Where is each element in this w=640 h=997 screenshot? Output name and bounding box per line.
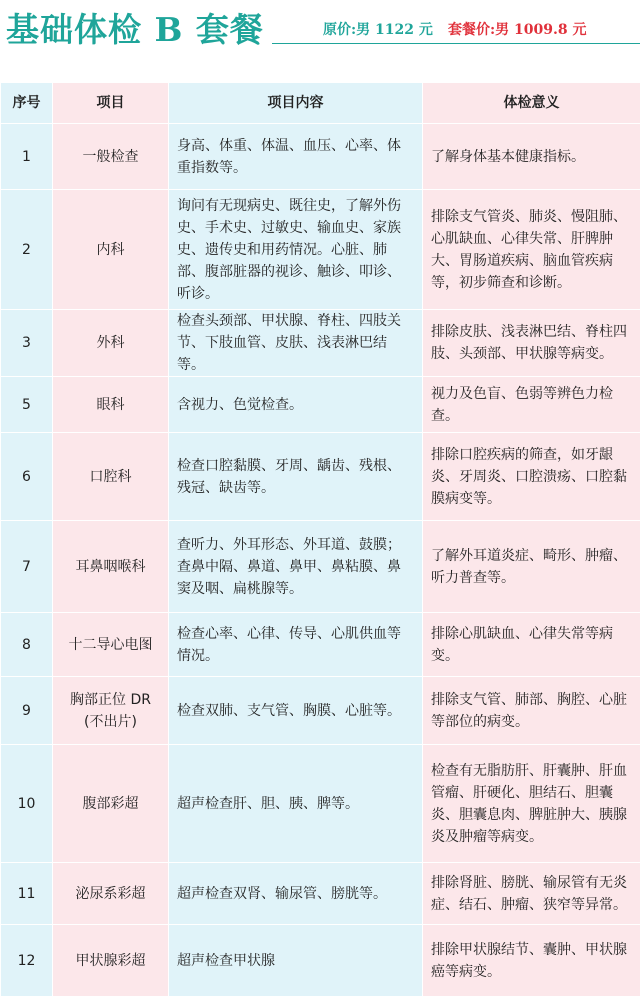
row-number: 12: [1, 925, 53, 997]
table-row: [1, 925, 640, 997]
row-number: 6: [1, 433, 53, 521]
row-content: 查听力、外耳形态、外耳道、鼓膜；查鼻中隔、鼻道、鼻甲、鼻粘膜、鼻窦及咽、扁桃腺等。: [169, 521, 423, 613]
row-content: 检查口腔黏膜、牙周、龋齿、残根、残冠、缺齿等。: [169, 433, 423, 521]
package-price: 套餐价:男 1009.8 元: [448, 19, 587, 39]
row-meaning: 排除心肌缺血、心律失常等病变。: [423, 613, 640, 677]
table-row: [1, 613, 640, 677]
col-header-number: 序号: [1, 83, 53, 124]
row-content: 检查心率、心律、传导、心肌供血等情况。: [169, 613, 423, 677]
col-header-content: 项目内容: [169, 83, 423, 124]
row-number: 7: [1, 521, 53, 613]
row-meaning: 排除皮肤、浅表淋巴结、脊柱四肢、头颈部、甲状腺等病变。: [423, 310, 640, 377]
row-number: 2: [1, 190, 53, 310]
table-row: [1, 745, 640, 863]
table-row: [1, 310, 640, 377]
row-content: 超声检查双肾、输尿管、膀胱等。: [169, 863, 423, 925]
row-number: 10: [1, 745, 53, 863]
row-content: 超声检查甲状腺: [169, 925, 423, 997]
table-row: [1, 863, 640, 925]
row-number: 5: [1, 377, 53, 433]
row-item: 甲状腺彩超: [53, 925, 169, 997]
row-item: 内科: [53, 190, 169, 310]
row-meaning: 视力及色盲、色弱等辨色力检查。: [423, 377, 640, 433]
row-content: 检查头颈部、甲状腺、脊柱、四肢关节、下肢血管、皮肤、浅表淋巴结等。: [169, 310, 423, 377]
row-item: 眼科: [53, 377, 169, 433]
row-number: 11: [1, 863, 53, 925]
row-item: 胸部正位 DR (不出片): [53, 677, 169, 745]
row-number: 3: [1, 310, 53, 377]
row-meaning: 排除支气管炎、肺炎、慢阻肺、心肌缺血、心律失常、肝脾肿大、胃肠道疾病、脑血管疾病等，初步筛查和诊断。: [423, 190, 640, 310]
row-meaning: 了解外耳道炎症、畸形、肿瘤、听力普查等。: [423, 521, 640, 613]
row-meaning: 了解身体基本健康指标。: [423, 124, 640, 190]
row-item: 一般检查: [53, 124, 169, 190]
row-content: 询问有无现病史、既往史，了解外伤史、手术史、过敏史、输血史、家族史、遗传史和用药情况。心脏、肺部、腹部脏器的视诊、触诊、叩诊、听诊。: [169, 190, 423, 310]
row-item: 耳鼻咽喉科: [53, 521, 169, 613]
row-item: 泌尿系彩超: [53, 863, 169, 925]
row-meaning: 排除甲状腺结节、囊肿、甲状腺癌等病变。: [423, 925, 640, 997]
table-row: [1, 190, 640, 310]
row-item: 腹部彩超: [53, 745, 169, 863]
row-meaning: 排除口腔疾病的筛查，如牙龈炎、牙周炎、口腔溃疡、口腔黏膜病变等。: [423, 433, 640, 521]
row-content: 含视力、色觉检查。: [169, 377, 423, 433]
row-meaning: 检查有无脂肪肝、肝囊肿、肝血管瘤、肝硬化、胆结石、胆囊炎、胆囊息肉、脾脏肿大、胰腺炎及肿瘤等病变。: [423, 745, 640, 863]
row-item: 外科: [53, 310, 169, 377]
package-title: 基础体检 B 套餐: [6, 4, 264, 51]
row-meaning: 排除肾脏、膀胱、输尿管有无炎症、结石、肿瘤、狭窄等异常。: [423, 863, 640, 925]
title-underline: [272, 43, 640, 44]
col-header-item: 项目: [53, 83, 169, 124]
col-header-meaning: 体检意义: [423, 83, 640, 124]
table-row: [1, 377, 640, 433]
row-number: 9: [1, 677, 53, 745]
row-content: 检查双肺、支气管、胸膜、心脏等。: [169, 677, 423, 745]
table-row: [1, 124, 640, 190]
table-header-row: [1, 83, 640, 124]
row-content: 身高、体重、体温、血压、心率、体重指数等。: [169, 124, 423, 190]
row-meaning: 排除支气管、肺部、胸腔、心脏等部位的病变。: [423, 677, 640, 745]
row-number: 1: [1, 124, 53, 190]
table-row: [1, 521, 640, 613]
row-item: 口腔科: [53, 433, 169, 521]
original-price: 原价:男 1122 元: [323, 19, 433, 39]
row-number: 8: [1, 613, 53, 677]
row-content: 超声检查肝、胆、胰、脾等。: [169, 745, 423, 863]
exam-table: [0, 82, 640, 997]
row-item: 十二导心电图: [53, 613, 169, 677]
table-row: [1, 433, 640, 521]
table-row: [1, 677, 640, 745]
